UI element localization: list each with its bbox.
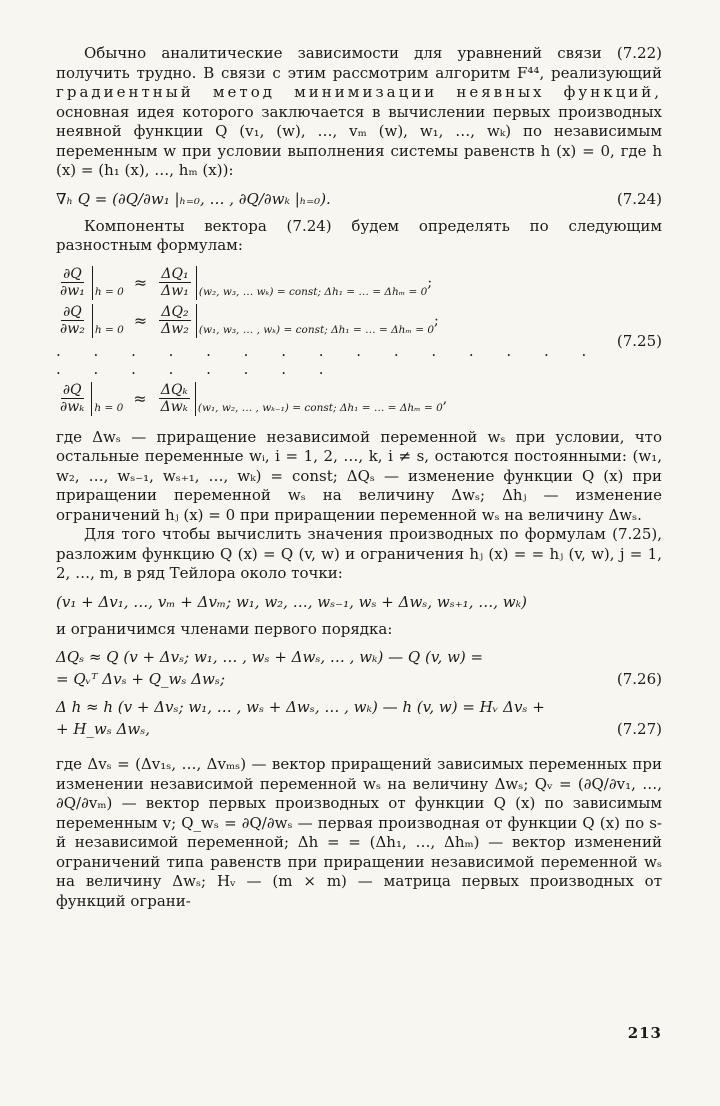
eval-bar	[196, 266, 197, 300]
equation-7-25-lines	[56, 262, 617, 420]
equation-7-27-part-b: + H_wₛ Δwₛ,	[56, 720, 151, 738]
ellipsis-row: . . . . . . . . . . . . . . . . . . . . . . .	[56, 341, 601, 378]
finite-difference-k: $\frac{\text{ΔQₖ}}{\text{Δwₖ}}$	[160, 382, 188, 415]
eval-bar	[92, 266, 93, 300]
constraint-condition: (w₂, w₃, … wₖ) = const; Δh₁ = … = Δhₘ = 0	[198, 285, 428, 298]
equation-7-26-part-a: ΔQₛ ≈ Q (v + Δvₛ; w₁, … , wₛ + Δwₛ, … , wₖ) — Q (v, w) =	[56, 648, 484, 666]
paragraph-first-order: и ограничимся членами первого порядка:	[56, 619, 393, 638]
equation-7-26-line-1	[56, 647, 662, 667]
paragraph-intro-text-b: основная идея которого заключается в вычислении первых производных неявной функции Q (v₁, (w), …, vₘ (w), w₁, …, wₖ) по независимым переменным w при условии выполнения системы равенств h (x) = 0, где h (x) = (h₁ (x), …, hₘ (x)):	[56, 102, 662, 179]
approx-sign: ≈	[133, 311, 148, 330]
frac-line-k	[56, 382, 617, 416]
equation-7-25	[56, 262, 662, 420]
paragraph-where-1: где Δwₛ — приращение независимой переменной wₛ при условии, что остальные переменные wᵢ, i = 1, 2, …, k, i ≠ s, остаются постоянными: (w₁, w₂, …, wₛ₋₁, wₛ₊₁, …, wₖ) = const; ΔQₛ — изменение функции Q (x) при приращении переменной wₛ на величину Δwₛ; Δhⱼ — изменение ограничений hⱼ (x) = 0 при приращении переменной wₛ на величину Δwₛ.	[56, 427, 662, 524]
equation-number-7-24: (7.24)	[616, 189, 662, 208]
page-number: 213	[627, 1024, 662, 1042]
paragraph-intro-text-a: Обычно аналитические зависимости для уравнений связи (7.22) получить трудно. В связи с этим рассмотрим алгоритм F⁴⁴, реализующий	[56, 44, 662, 82]
paragraph-intro	[56, 44, 662, 181]
partial-derivative-2: $\frac{\partial Q}{\text{∂w₂}}$	[60, 304, 85, 337]
page-content	[56, 44, 662, 911]
eval-condition: h = 0	[94, 323, 124, 336]
equation-number-7-27: (7.27)	[616, 720, 662, 738]
equation-number-7-25: (7.25)	[616, 331, 662, 350]
eval-bar	[196, 304, 197, 338]
equation-number-7-26: (7.26)	[616, 670, 662, 688]
partial-derivative-k: $\frac{\partial Q}{\text{∂wₖ}}$	[60, 382, 85, 415]
partial-derivative-1: $\frac{\partial Q}{\text{∂w₁}}$	[60, 266, 85, 299]
punctuation: ,	[442, 390, 448, 407]
finite-difference-2: $\frac{\text{ΔQ₂}}{\text{Δw₂}}$	[161, 304, 189, 337]
equation-7-27-line-2	[56, 719, 662, 739]
eval-condition: h = 0	[94, 401, 124, 414]
constraint-condition: (w₁, w₂, … , wₖ₋₁) = const; Δh₁ = … = Δhₘ = 0	[197, 401, 443, 414]
equation-7-24-body: ∇ₕ Q = (∂Q/∂w₁ |ₕ₌₀, … , ∂Q/∂wₖ |ₕ₌₀).	[56, 189, 331, 208]
equation-point	[56, 592, 662, 612]
eval-bar	[195, 382, 196, 416]
punctuation: ;	[427, 274, 433, 291]
equation-7-24	[56, 189, 662, 209]
approx-sign: ≈	[133, 273, 148, 292]
punctuation: ;	[434, 312, 439, 329]
constraint-condition: (w₁, w₃, … , wₖ) = const; Δh₁ = … = Δhₘ = 0	[198, 323, 435, 336]
paragraph-components: Компоненты вектора (7.24) будем определять по следующим разностным формулам:	[56, 216, 662, 254]
finite-difference-1: $\frac{\text{ΔQ₁}}{\text{Δw₁}}$	[161, 266, 189, 299]
equation-7-26-part-b: = Qᵥᵀ Δvₛ + Q_wₛ Δwₛ;	[56, 670, 225, 688]
expansion-point: (v₁ + Δv₁, …, vₘ + Δvₘ; w₁, w₂, …, wₛ₋₁, wₛ + Δwₛ, wₛ₊₁, …, wₖ)	[56, 592, 527, 611]
paragraph-where-2: где Δvₛ = (Δv₁ₛ, …, Δvₘₛ) — вектор приращений зависимых переменных при изменении независимой переменной wₛ на величину Δwₛ; Qᵥ = (∂Q/∂v₁, …, ∂Q/∂vₘ) — вектор первых производных от функции Q (x) по зависимым переменным v; Q_wₛ = ∂Q/∂wₛ — первая производная от функции Q (x) по s-й независимой переменной; Δh = = (Δh₁, …, Δhₘ) — вектор изменений ограничений типа равенств при приращении независимой переменной wₛ на величину Δwₛ; Hᵥ — (m × m) — матрица первых производных от функций ограни-	[56, 755, 662, 910]
frac-line-2	[56, 304, 617, 338]
equation-7-27-line-1	[56, 697, 662, 717]
eval-bar	[92, 304, 93, 338]
paragraph-taylor: Для того чтобы вычислить значения производных по формулам (7.25), разложим функцию Q (x) = Q (v, w) и ограничения hⱼ (x) = = hⱼ (v, w), j = 1, 2, …, m, в ряд Тейлора около точки:	[56, 525, 662, 582]
equation-7-26-line-2	[56, 669, 662, 689]
frac-line-1	[56, 266, 617, 300]
eval-condition: h = 0	[94, 285, 124, 298]
paragraph-intro-spaced: градиентный метод минимизации неявных функций,	[56, 83, 662, 101]
eval-bar	[91, 382, 92, 416]
approx-sign: ≈	[133, 389, 147, 408]
equation-7-27-part-a: Δ h ≈ h (v + Δvₛ; w₁, … , wₛ + Δwₛ, … , wₖ) — h (v, w) = Hᵥ Δvₛ +	[56, 698, 545, 716]
